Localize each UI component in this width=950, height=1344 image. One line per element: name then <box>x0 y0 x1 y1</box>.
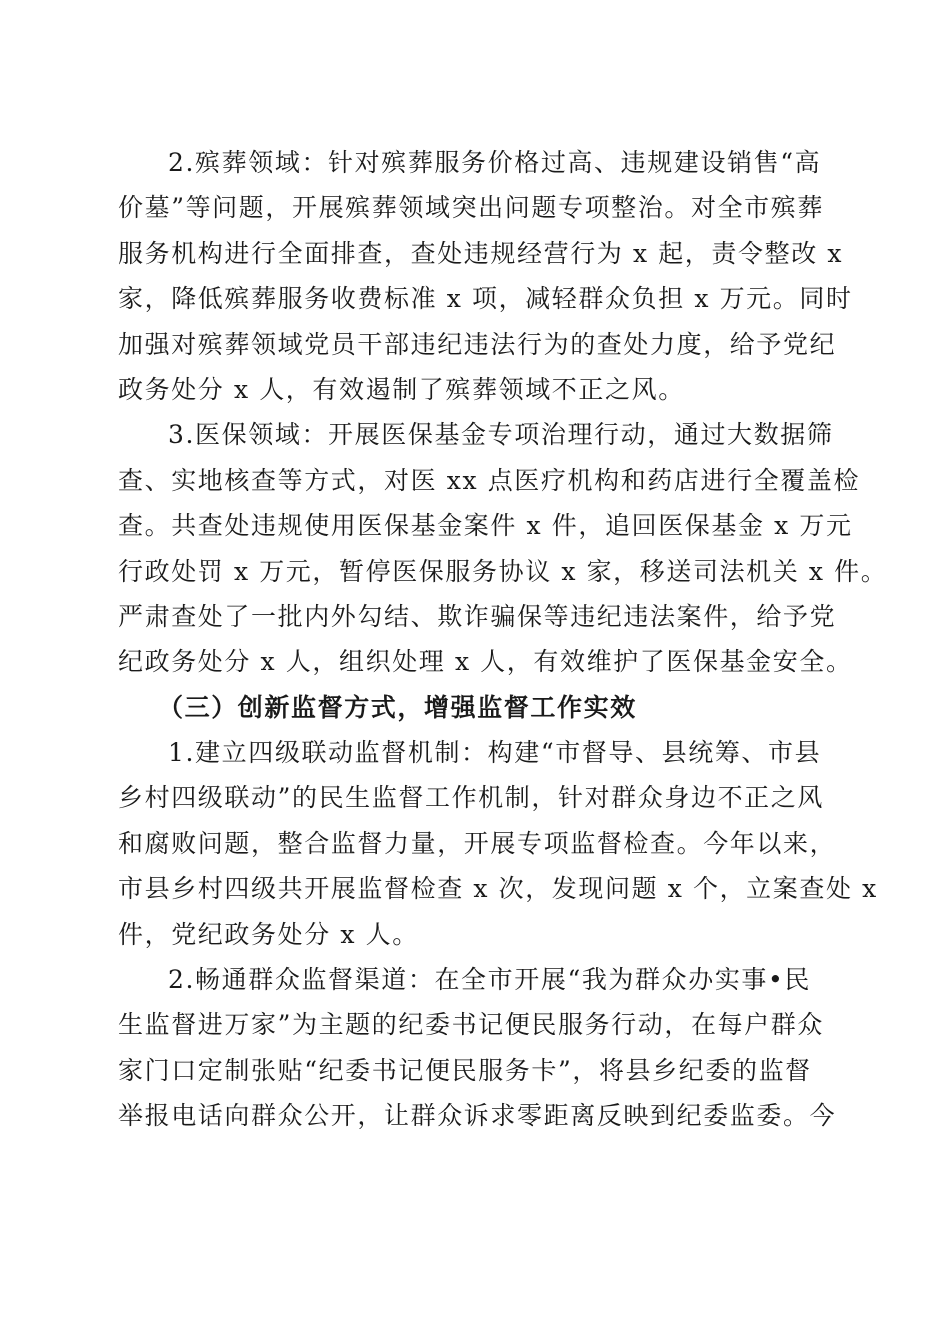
paragraph-funeral-line-3: 服务机构进行全面排查，查处违规经营行为 x 起，责令整改 x <box>118 238 844 268</box>
document-body <box>118 140 888 1139</box>
paragraph-linkage-line-2: 乡村四级联动”的民生监督工作机制，针对群众身边不正之风 <box>118 783 824 813</box>
paragraph-funeral-line-5: 加强对殡葬领域党员干部违纪违法行为的查处力度，给予党纪 <box>118 329 837 359</box>
paragraph-funeral-line-1: 2.殡葬领域：针对殡葬服务价格过高、违规建设销售“高 <box>168 148 822 177</box>
paragraph-channel-line-4: 举报电话向群众公开，让群众诉求零距离反映到纪委监委。今 <box>118 1101 837 1131</box>
paragraph-linkage-line-5: 件，党纪政务处分 x 人。 <box>118 919 419 949</box>
paragraph-funeral-line-2: 价墓”等问题，开展殡葬领域突出问题专项整治。对全市殡葬 <box>118 193 824 223</box>
paragraph-funeral-line-4: 家，降低殡葬服务收费标准 x 项，减轻群众负担 x 万元。同时 <box>118 284 853 314</box>
paragraph-medical-line-5: 严肃查处了一批内外勾结、欺诈骗保等违纪违法案件，给予党 <box>118 601 837 631</box>
paragraph-linkage-line-4: 市县乡村四级共开展监督检查 x 次，发现问题 x 个，立案查处 x <box>118 874 878 904</box>
section-heading: （三）创新监督方式，增强监督工作实效 <box>158 692 637 722</box>
paragraph-medical-line-6: 纪政务处分 x 人，组织处理 x 人，有效维护了医保基金安全。 <box>118 647 853 677</box>
paragraph-channel-line-2: 生监督进万家”为主题的纪委书记便民服务行动，在每户群众 <box>118 1010 824 1040</box>
paragraph-linkage-line-3: 和腐败问题，整合监督力量，开展专项监督检查。今年以来， <box>118 828 837 858</box>
paragraph-medical-line-1: 3.医保领域：开展医保基金专项治理行动，通过大数据筛 <box>168 420 834 450</box>
paragraph-channel-line-3: 家门口定制张贴“纪委书记便民服务卡”，将县乡纪委的监督 <box>118 1055 812 1085</box>
paragraph-medical-line-4: 行政处罚 x 万元，暂停医保服务协议 x 家，移送司法机关 x 件。 <box>118 556 888 586</box>
paragraph-medical-line-3: 查。共查处违规使用医保基金案件 x 件，追回医保基金 x 万元 <box>118 511 853 541</box>
paragraph-funeral-line-6: 政务处分 x 人，有效遏制了殡葬领域不正之风。 <box>118 374 685 404</box>
paragraph-medical-line-2: 查、实地核查等方式，对医 xx 点医疗机构和药店进行全覆盖检 <box>118 465 861 495</box>
paragraph-channel-line-1: 2.畅通群众监督渠道：在全市开展“我为群众办实事•民 <box>168 965 811 995</box>
paragraph-linkage-line-1: 1.建立四级联动监督机制：构建“市督导、县统筹、市县 <box>168 738 822 768</box>
